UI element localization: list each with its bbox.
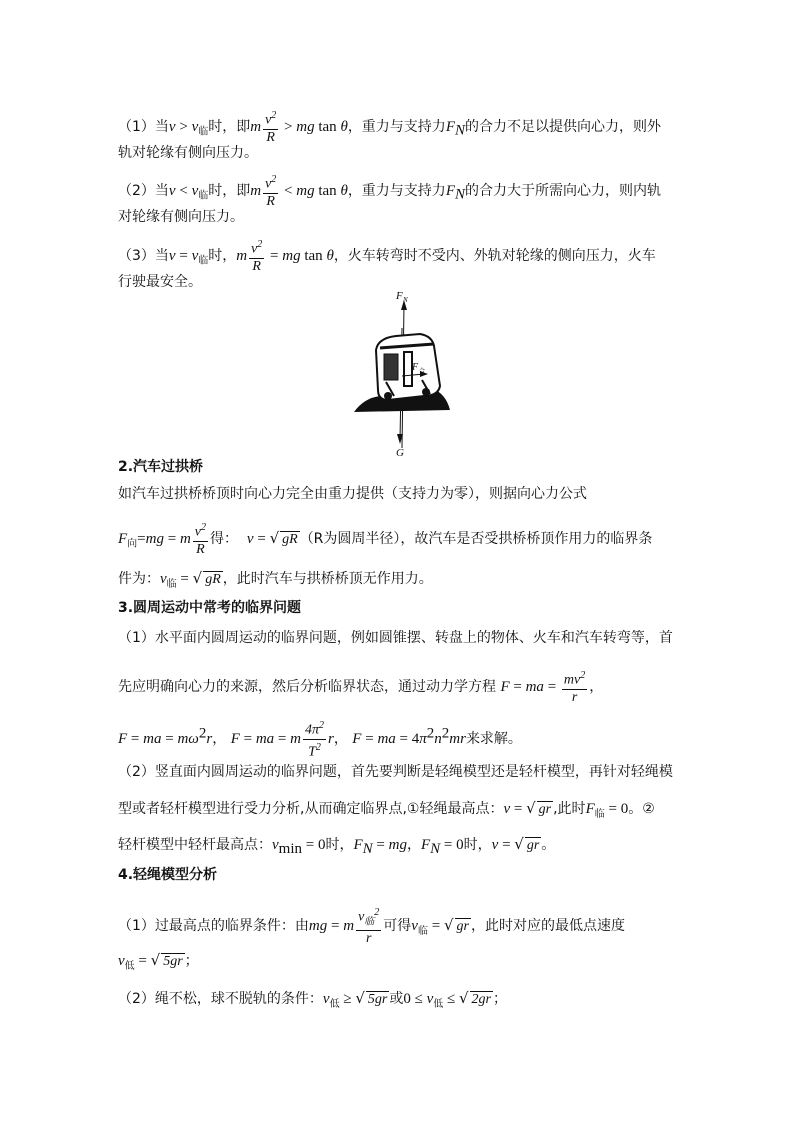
train-force-diagram	[350, 288, 452, 460]
s3-line4: （2）竖直面内圆周运动的临界问题，首先要判断是轻绳模型还是轻杆模型，再针对轻绳模	[118, 764, 673, 780]
label-g: G	[396, 447, 404, 459]
s4-line1: （1）过最高点的临界条件：由mg = m $\frac{v_临^2}{r}$ 可得$v_临$ = √ gr ，此时对应的最低点速度	[118, 907, 625, 947]
s3-line2: 先应明确向心力的来源，然后分析临界状态，通过动力学方程 F = ma = $\frac{mv^2}{r}$ ，	[118, 670, 604, 705]
s4-line2: $v_低$ = √ 5gr ；	[118, 951, 199, 972]
p2-line1: （2）当$v < v_临$时，即m $\frac{v^2}{R}$ < mg tan θ，重力与支持力$F_N$的合力大于所需向心力，则内轨	[118, 174, 661, 209]
label-fn-sub: N	[403, 296, 408, 304]
p1-line2: 轨对轮缘有侧向压力。	[118, 145, 258, 161]
s4-line3: （2）绳不松，球不脱轨的条件：$v_低$ ≥ √ 5gr 或$0 \le v_低$ ≤ √ 2gr ；	[118, 989, 507, 1010]
section-3-heading: 3.圆周运动中常考的临界问题	[118, 600, 302, 616]
p2-line2: 对轮缘有侧向压力。	[118, 209, 244, 225]
p3-line1: （3）当$v = v_临$时，m $\frac{v^2}{R}$ = mg tan θ，火车转弯时不受内、外轨对轮缘的侧向压力，火车	[118, 239, 656, 274]
section-4-heading: 4.轻绳模型分析	[118, 867, 218, 883]
section-2-heading: 2.汽车过拱桥	[118, 459, 204, 475]
s2-line2: $F_向=mg = m$ $\frac{v^2}{R}$ 得： v = √ gR （R为圆周半径），故汽车是否受拱桥桥顶作用力的临界条	[118, 522, 653, 557]
s2-line3: 件为：$v_临$ = √ gR ，此时汽车与拱桥桥顶无作用力。	[118, 569, 433, 590]
label-fn: F	[396, 290, 403, 302]
label-f: F	[412, 362, 419, 373]
label-f-sub: 合	[419, 368, 426, 375]
s3-line1: （1）水平面内圆周运动的临界问题，例如圆锥摆、转盘上的物体、火车和汽车转弯等，首	[118, 630, 673, 646]
p1-line1: （1）当$v > v_临$时，即m $\frac{v^2}{R}$ > mg tan θ，重力与支持力$F_N$的合力不足以提供向心力，则外	[118, 110, 661, 145]
train-diagram-svg	[350, 288, 452, 460]
s3-line6: 轻杆模型中轻杆最高点：$v_{min} = 0$时，$F_N$ = mg，$F_N = 0$时，v = √ gr 。	[118, 835, 556, 857]
s3-line3: F = ma = $m\omega^2r$， F = ma = m $\frac{4\pi^2}{T^2}$ r， F = ma = $4\pi^2n^2mr$来求解。	[118, 720, 522, 760]
s3-line5: 型或者轻杆模型进行受力分析,从而确定临界点,①轻绳最高点：v = √ gr ,此时$F_临 = 0$。②	[118, 799, 655, 820]
s2-line1: 如汽车过拱桥桥顶时向心力完全由重力提供（支持力为零），则据向心力公式	[118, 486, 587, 502]
p3-line2: 行驶最安全。	[118, 274, 202, 290]
